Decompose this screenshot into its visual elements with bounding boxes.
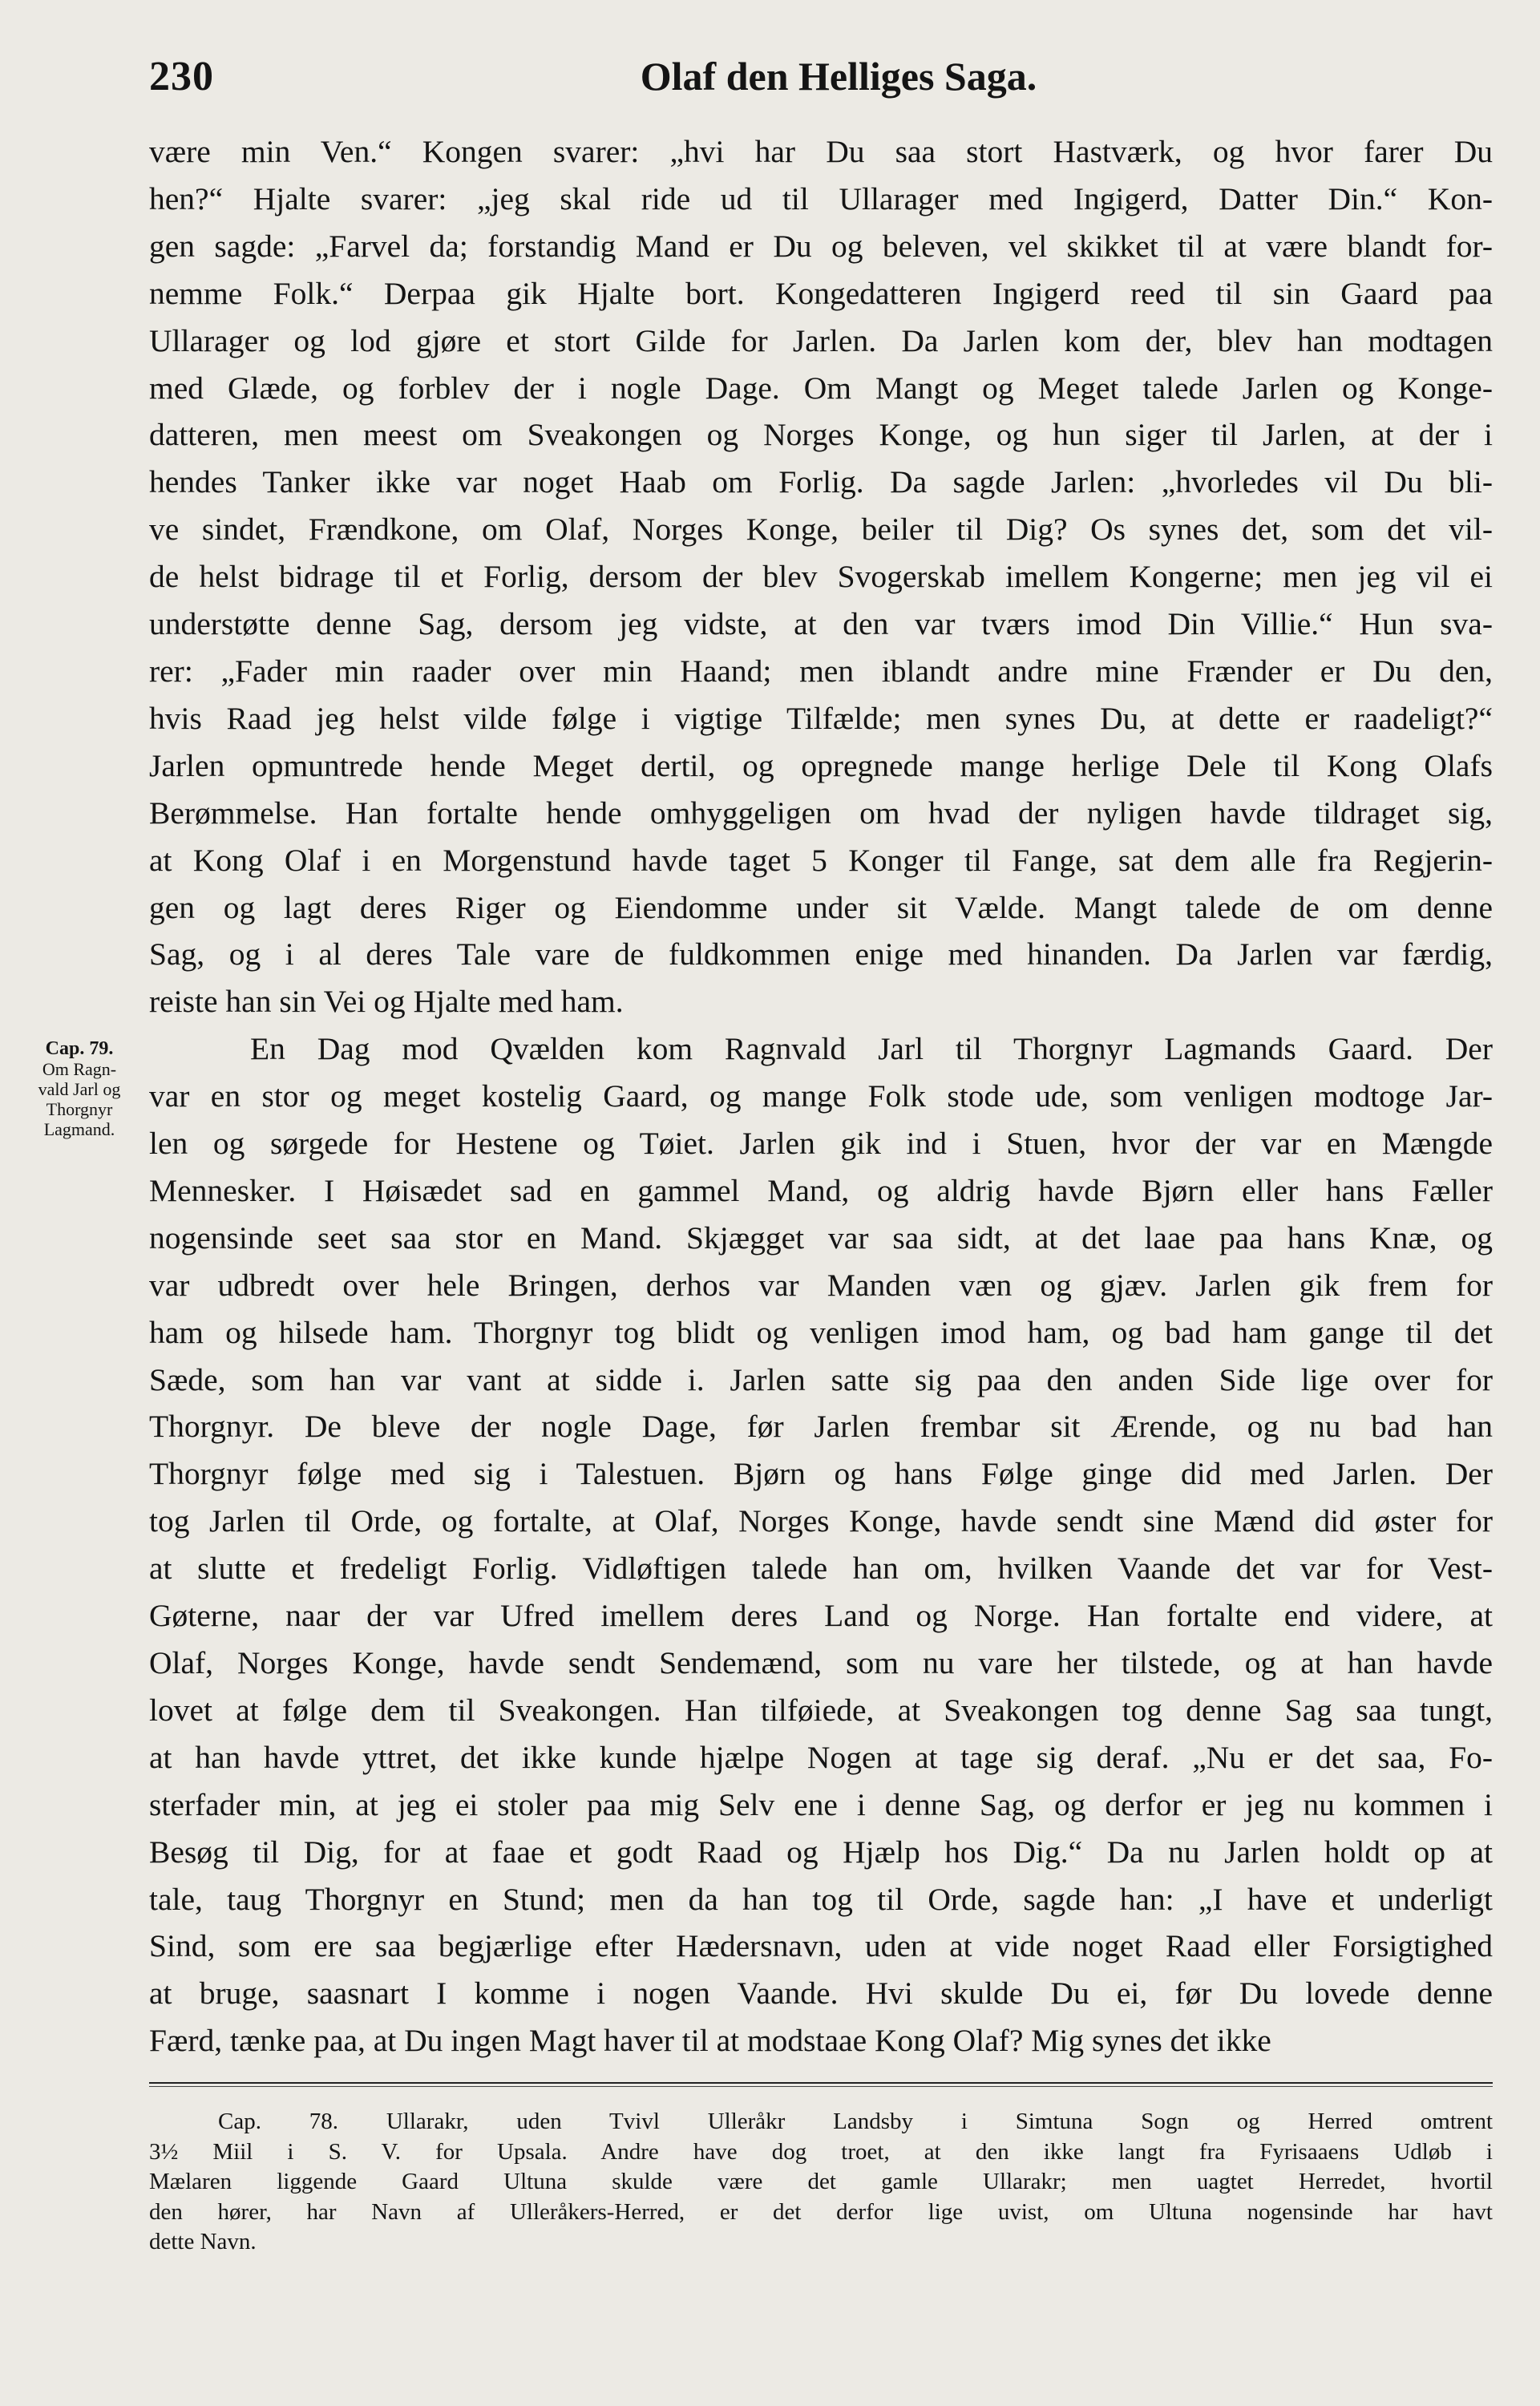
- text-line: Thorgnyr. De bleve der nogle Dage, før Jarlen frembar sit Ærende, og nu bad han: [149, 1409, 1493, 1445]
- text-line: rer: „Fader min raader over min Haand; men iblandt andre mine Frænder er Du den,: [149, 653, 1493, 689]
- footnote: [149, 2107, 1493, 2258]
- text-line: hen?“ Hjalte svarer: „jeg skal ride ud til Ullarager med Ingigerd, Datter Din.“ Kon-: [149, 180, 1493, 216]
- margin-note-line: Lagmand.: [43, 1119, 115, 1139]
- running-title: Olaf den Helliges Saga.: [640, 54, 1037, 99]
- text-line: Berømmelse. Han fortalte hende omhyggeligen om hvad der nyligen havde tildraget sig,: [149, 795, 1493, 831]
- text-line: at han havde yttret, det ikke kunde hjælpe Nogen at tage sig deraf. „Nu er det saa, Fo-: [149, 1739, 1493, 1775]
- margin-note-line: Om Ragn-: [42, 1059, 117, 1079]
- text-line: tog Jarlen til Orde, og fortalte, at Olaf, Norges Konge, havde sendt sine Mænd did øster for: [149, 1503, 1493, 1539]
- text-line: En Dag mod Qvælden kom Ragnvald Jarl til Thorgnyr Lagmands Gaard. Der: [250, 1031, 1493, 1067]
- footnote-line: Cap. 78. Ullarakr, uden Tvivl Ulleråkr Landsby i Simtuna Sogn og Herred omtrent: [218, 2109, 1493, 2134]
- margin-note-cap: Cap. 79.: [45, 1038, 114, 1059]
- text-line: Besøg til Dig, for at faae et godt Raad og Hjælp hos Dig.“ Da nu Jarlen holdt op at: [149, 1834, 1493, 1870]
- text-line: ham og hilsede ham. Thorgnyr tog blidt og venligen imod ham, og bad ham gange til det: [149, 1314, 1493, 1350]
- text-line: ve sindet, Frændkone, om Olaf, Norges Konge, beiler til Dig? Os synes det, som det vil-: [149, 512, 1493, 548]
- text-line: lovet at følge dem til Sveakongen. Han tilføiede, at Sveakongen tog denne Sag saa tungt,: [149, 1692, 1493, 1728]
- text-line: Gøterne, naar der var Ufred imellem deres Land og Norge. Han fortalte end videre, at: [149, 1598, 1493, 1634]
- text-line: hendes Tanker ikke var noget Haab om Forlig. Da sagde Jarlen: „hvorledes vil Du bli-: [149, 464, 1493, 500]
- text-line: være min Ven.“ Kongen svarer: „hvi har Du saa stort Hastværk, og hvor farer Du: [149, 134, 1493, 169]
- text-line: nemme Folk.“ Derpaa gik Hjalte bort. Kongedatteren Ingigerd reed til sin Gaard paa: [149, 275, 1493, 311]
- text-line: Olaf, Norges Konge, havde sendt Sendemænd, som nu vare her tilstede, og at han havde: [149, 1645, 1493, 1680]
- text-line: len og sørgede for Hestene og Tøiet. Jarlen gik ind i Stuen, hvor der var en Mængde: [149, 1126, 1493, 1162]
- text-line: Sag, og i al deres Tale vare de fuldkommen enige med hinanden. Da Jarlen var færdig,: [149, 936, 1493, 973]
- text-line: hvis Raad jeg helst vilde følge i vigtige Tilfælde; men synes Du, at dette er raadeligt?“: [149, 700, 1493, 736]
- text-line: nogensinde seet saa stor en Mand. Skjægget var saa sidt, at det laae paa hans Knæ, og: [149, 1219, 1493, 1256]
- footnote-line: den hører, har Navn af Ulleråkers-Herred, er det derfor lige uvist, om Ultuna nogensinde har havt: [149, 2198, 1493, 2225]
- text-line: at slutte et fredeligt Forlig. Vidløftigen talede han om, hvilken Vaande det var for Vest-: [149, 1551, 1493, 1587]
- page-header: [149, 53, 1493, 109]
- margin-note-line: vald Jarl og: [38, 1079, 121, 1099]
- text-line: tale, taug Thorgnyr en Stund; men da han tog til Orde, sagde han: „I have et underligt: [149, 1881, 1493, 1917]
- text-line: var udbredt over hele Bringen, derhos var Manden væn og gjæv. Jarlen gik frem for: [149, 1267, 1493, 1303]
- text-line: gen sagde: „Farvel da; forstandig Mand er Du og beleven, vel skikket til at være blandt for-: [149, 228, 1493, 264]
- footnote-rule: [149, 2082, 1493, 2087]
- text-line: Mennesker. I Høisædet sad en gammel Mand, og aldrig havde Bjørn eller hans Fæller: [149, 1172, 1493, 1208]
- footnote-line: Mælaren liggende Gaard Ultuna skulde være det gamle Ullarakr; men uagtet Herredet, hvortil: [149, 2169, 1493, 2194]
- text-line: Thorgnyr følge med sig i Talestuen. Bjørn og hans Følge ginge did med Jarlen. Der: [149, 1456, 1493, 1492]
- footnote-line: dette Navn.: [149, 2229, 257, 2254]
- text-line: Jarlen opmuntrede hende Meget dertil, og opregnede mange herlige Dele til Kong Olafs: [149, 747, 1493, 783]
- text-line: Ullarager og lod gjøre et stort Gilde for Jarlen. Da Jarlen kom der, blev han modtagen: [149, 322, 1493, 358]
- text-line: Færd, tænke paa, at Du ingen Magt haver til at modstaae Kong Olaf? Mig synes det ikke: [149, 2023, 1271, 2059]
- text-line: reiste han sin Vei og Hjalte med ham.: [149, 984, 624, 1020]
- text-line: Sind, som ere saa begjærlige efter Hædersnavn, uden at vide noget Raad eller Forsigtighed: [149, 1928, 1493, 1964]
- text-line: de helst bidrage til et Forlig, dersom der blev Svogerskab imellem Kongerne; men jeg vil ei: [149, 559, 1493, 595]
- text-line: understøtte denne Sag, dersom jeg vidste, at den var tværs imod Din Villie.“ Hun sva-: [149, 606, 1493, 642]
- margin-note-chapter-79: [11, 1039, 148, 1139]
- margin-note-line: Thorgnyr: [46, 1099, 113, 1119]
- footnote-line: 3½ Miil i S. V. for Upsala. Andre have dog troet, at den ikke langt fra Fyrisaaens Udløb i: [149, 2138, 1493, 2165]
- text-line: at bruge, saasnart I komme i nogen Vaande. Hvi skulde Du ei, før Du lovede denne: [149, 1975, 1493, 2012]
- text-line: datteren, men meest om Sveakongen og Norges Konge, og hun siger til Jarlen, at der i: [149, 417, 1493, 453]
- text-line: var en stor og meget kostelig Gaard, og mange Folk stode ude, som venligen modtoge Jar-: [149, 1078, 1493, 1114]
- text-line: Sæde, som han var vant at sidde i. Jarlen satte sig paa den anden Side lige over for: [149, 1361, 1493, 1397]
- text-line: gen og lagt deres Riger og Eiendomme under sit Vælde. Mangt talede de om denne: [149, 889, 1493, 925]
- text-line: sterfader min, at jeg ei stoler paa mig Selv ene i denne Sag, og derfor er jeg nu kommen i: [149, 1786, 1493, 1822]
- body-text: [149, 128, 1493, 2064]
- page-number: 230: [149, 54, 214, 99]
- text-line: at Kong Olaf i en Morgenstund havde taget 5 Konger til Fange, sat dem alle fra Regjerin-: [149, 842, 1493, 878]
- text-line: med Glæde, og forblev der i nogle Dage. Om Mangt og Meget talede Jarlen og Konge-: [149, 370, 1493, 406]
